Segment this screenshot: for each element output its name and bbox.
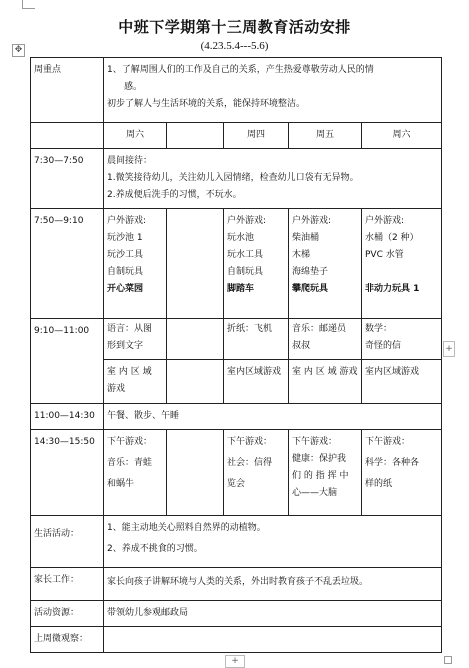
lesson-col-1-line: 语言：从图 [107, 324, 153, 334]
life-label: 生活活动： [31, 516, 104, 568]
outdoor-col-1 [104, 209, 167, 319]
life-content [104, 516, 442, 568]
lesson-col-1-line: 形到文字 [107, 341, 144, 351]
document-date-range: (4.23.5.4---5.6) [200, 40, 269, 52]
outdoor-col-3 [224, 209, 289, 319]
page-corner-mark [22, 0, 35, 9]
indoor-col-5: 室内区域游戏 [362, 360, 442, 404]
add-row-button[interactable]: + [225, 655, 245, 668]
afternoon-col-3-line: 览会 [227, 479, 246, 489]
outdoor-col-4-line: 户外游戏: [292, 216, 332, 226]
afternoon-time: 14:30—15:50 [31, 430, 104, 516]
day-header-1: 周六 [104, 123, 167, 149]
afternoon-col-4-line: 健康：保护我 [292, 454, 347, 464]
afternoon-col-4-line: 们 的 指 挥 中 [292, 471, 349, 481]
afternoon-col-5-line: 科学：各种各 [365, 458, 420, 468]
outdoor-col-5-line: 水桶（2 种） [365, 233, 419, 243]
outdoor-col-5-line: PVC 水管 [365, 250, 404, 260]
resources-content: 带领幼儿参观邮政局 [104, 601, 442, 627]
table-move-handle[interactable]: ✥ [12, 44, 25, 57]
morning-line-2: 1.微笑接待幼儿，关注幼儿入园情绪，检查幼儿口袋有无异物。 [107, 173, 359, 183]
lesson-col-4-line: 叔叔 [292, 341, 311, 351]
day-header-4: 周六 [362, 123, 442, 149]
afternoon-col-5-line: 下午游戏： [365, 437, 411, 447]
afternoon-col-4-line: 心——大脑 [292, 488, 338, 498]
outdoor-time: 7:50—9:10 [31, 209, 104, 319]
outdoor-col-4-line: 海绵垫子 [292, 267, 329, 277]
noon-content: 午餐、散步、午睡 [104, 404, 442, 430]
document-title: 中班下学期第十三周教育活动安排 [118, 18, 351, 36]
lesson-col-5-line: 数学： [365, 324, 393, 334]
add-column-button[interactable]: + [443, 341, 455, 357]
afternoon-col-4-line: 下午游戏： [292, 437, 338, 447]
morning-content [104, 149, 442, 209]
family-content: 家长向孩子讲解环境与人类的关系，外出时教育孩子不乱丢垃圾。 [104, 568, 442, 601]
schedule-table [30, 57, 442, 653]
resources-label: 活动资源： [31, 601, 104, 627]
focus-line-1: 1、了解周围人们的工作及自己的关系，产生热爱尊敬劳动人民的情 [107, 65, 374, 75]
outdoor-col-3-line: 玩水池 [227, 233, 255, 243]
outdoor-col-5 [362, 209, 442, 319]
lesson-col-4-line: 音乐：邮递员 [292, 324, 347, 334]
focus-line-2: 初步了解人与生活环境的关系，能保持环境整洁。 [107, 99, 306, 109]
lesson-col-4 [289, 319, 362, 360]
afternoon-col-1 [104, 430, 167, 516]
outdoor-col-4-bold: 攀爬玩具 [292, 284, 329, 294]
indoor-col-3: 室内区域游戏 [224, 360, 289, 404]
lesson-col-2 [167, 319, 224, 360]
outdoor-col-5-line: 户外游戏: [365, 216, 405, 226]
morning-line-1: 晨间接待： [107, 156, 153, 166]
lesson-col-5 [362, 319, 442, 360]
family-label: 家长工作： [31, 568, 104, 601]
indoor-col-1: 室 内 区 域 游戏 [104, 360, 167, 404]
day-header-blank-2 [167, 123, 224, 149]
noon-time: 11:00—14:30 [31, 404, 104, 430]
review-label: 上周微观察： [31, 627, 104, 653]
life-line-2: 2、养成不挑食的习惯。 [107, 544, 203, 554]
afternoon-col-4 [289, 430, 362, 516]
focus-line-1b: 感。 [124, 82, 143, 92]
outdoor-col-1-line: 玩沙工具 [107, 250, 144, 260]
outdoor-col-3-bold: 脚踏车 [227, 284, 255, 294]
morning-time: 7:30—7:50 [31, 149, 104, 209]
life-line-1: 1、能主动地关心照料自然界的动植物。 [107, 523, 266, 533]
focus-content [104, 58, 442, 123]
outdoor-col-5-bold: 非动力玩具 1 [365, 284, 420, 294]
indoor-col-4: 室 内 区 域 游戏 [289, 360, 362, 404]
afternoon-col-1-line: 音乐：青蛙 [107, 458, 153, 468]
focus-label: 周重点 [31, 58, 104, 123]
lesson-col-1 [104, 319, 167, 360]
day-header-2: 周四 [224, 123, 289, 149]
lesson-time: 9:10—11:00 [31, 319, 104, 404]
outdoor-col-4-line: 木梯 [292, 250, 311, 260]
lesson-col-3 [224, 319, 289, 360]
outdoor-col-3-line: 玩水工具 [227, 250, 264, 260]
afternoon-col-3-line: 下午游戏： [227, 437, 273, 447]
outdoor-col-1-line: 户外游戏: [107, 216, 147, 226]
afternoon-col-3-line: 社会：信得 [227, 458, 273, 468]
table-resize-handle[interactable] [444, 656, 452, 664]
afternoon-col-2 [167, 430, 224, 516]
review-content [104, 627, 442, 653]
outdoor-col-2 [167, 209, 224, 319]
day-header-3: 周五 [289, 123, 362, 149]
afternoon-col-1-line: 和蜗牛 [107, 479, 135, 489]
outdoor-col-3-line: 户外游戏: [227, 216, 267, 226]
day-header-blank [31, 123, 104, 149]
indoor-col-2 [167, 360, 224, 404]
afternoon-col-5-line: 样的纸 [365, 479, 393, 489]
outdoor-col-3-line: 自制玩具 [227, 267, 264, 277]
outdoor-col-4-line: 柴油桶 [292, 233, 320, 243]
lesson-col-5-line: 奇怪的信 [365, 341, 402, 351]
outdoor-col-1-bold: 开心菜园 [107, 284, 144, 294]
afternoon-col-3 [224, 430, 289, 516]
afternoon-col-1-line: 下午游戏： [107, 437, 153, 447]
afternoon-col-5 [362, 430, 442, 516]
outdoor-col-1-line: 玩沙池 1 [107, 233, 143, 243]
lesson-col-3-line: 折纸：飞机 [227, 324, 273, 334]
morning-line-3: 2.养成便后洗手的习惯，不玩水。 [107, 190, 242, 200]
outdoor-col-4 [289, 209, 362, 319]
outdoor-col-1-line: 自制玩具 [107, 267, 144, 277]
